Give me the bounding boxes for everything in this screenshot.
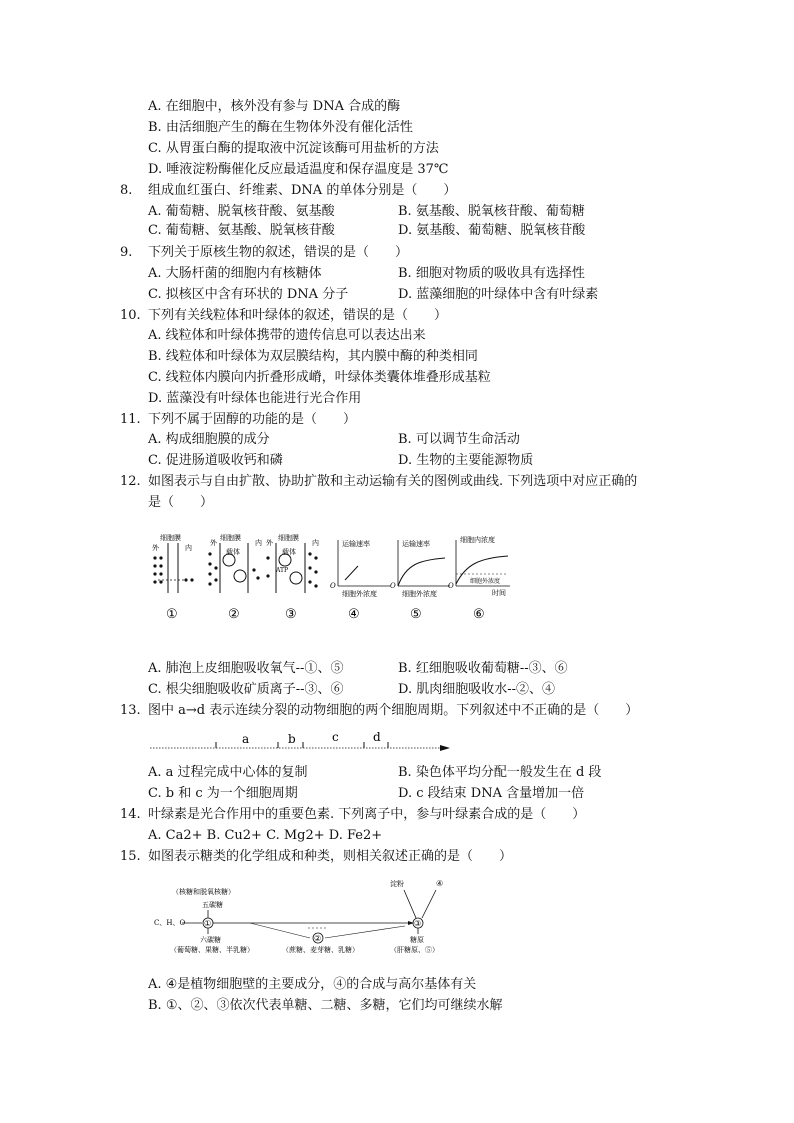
- fig2-out-label: 外: [210, 539, 217, 547]
- q8-number: 8.: [120, 183, 133, 198]
- q8-stem: 组成血红蛋白、纤维素、DNA 的单体分别是（ ）: [148, 183, 457, 198]
- q9-option-c: C. 拟核区中含有环状的 DNA 分子: [148, 287, 349, 302]
- node-2-label: ②: [314, 934, 322, 943]
- q13-option-a: A. a 过程完成中心体的复制: [148, 765, 308, 780]
- node3-to-starch-arrow: [404, 890, 416, 918]
- fig4-origin: O: [330, 582, 336, 590]
- q10-stem: 下列有关线粒体和叶绿体的叙述，错误的是（ ）: [148, 308, 448, 323]
- fig3-carrier-label: 载体: [282, 548, 296, 556]
- sugar-classification-figure: [150, 876, 480, 966]
- node3-to-node4-arrow: [422, 890, 436, 918]
- q8-option-d: D. 氨基酸、葡萄糖、脱氧核苷酸: [398, 223, 586, 238]
- q9-number: 9.: [120, 245, 133, 260]
- q13-number: 13.: [120, 703, 141, 718]
- q12-stem-line1: 如图表示与自由扩散、协助扩散和主动运输有关的图例或曲线. 下列选项中对应正确的: [148, 474, 638, 489]
- fig2-membrane-label: 细胞膜: [220, 534, 241, 542]
- node1-to-node2-arrow: [250, 923, 310, 938]
- q10-option-d: D. 蓝藻没有叶绿体也能进行光合作用: [148, 391, 362, 406]
- fig6-xlabel: 时间: [492, 589, 506, 597]
- fig4-xlabel: 细胞外浓度: [342, 590, 377, 598]
- q12-option-b: B. 红细胞吸收葡萄糖--③、⑥: [398, 661, 568, 676]
- segment-c-label: c: [332, 730, 339, 744]
- glycogen-label: 糖原: [410, 936, 424, 944]
- q10-number: 10.: [120, 308, 141, 323]
- q10-option-a: A. 线粒体和叶绿体携带的遗传信息可以表达出来: [148, 328, 426, 343]
- q11-option-a: A. 构成细胞膜的成分: [148, 432, 270, 447]
- q7-option-a: A. 在细胞中，核外没有参与 DNA 合成的酶: [148, 99, 401, 114]
- fig1-membrane-label: 细胞膜: [160, 534, 181, 542]
- q9-stem: 下列关于原核生物的叙述，错误的是（ ）: [148, 245, 409, 260]
- q15-number: 15.: [120, 849, 141, 864]
- q7-option-c: C. 从胃蛋白酶的提取液中沉淀该酶可用盐析的方法: [148, 141, 439, 156]
- q9-option-b: B. 细胞对物质的吸收具有选择性: [398, 266, 585, 281]
- fig1-molecules: [153, 556, 193, 583]
- fig1-out-label: 外: [152, 544, 159, 552]
- fig5-number: ⑤: [410, 607, 422, 622]
- pentose-types: （核糖和脱氧核糖）: [172, 888, 235, 896]
- q14-options: A. Ca2+ B. Cu2+ C. Mg2+ D. Fe2+: [148, 828, 383, 843]
- q9-option-a: A. 大肠杆菌的细胞内有核糖体: [148, 266, 322, 281]
- q15-option-b: B. ①、②、③依次代表单糖、二糖、多糖，它们均可继续水解: [148, 998, 503, 1013]
- fig3-number: ③: [285, 607, 297, 622]
- fig2-carrier-label: 载体: [226, 548, 240, 556]
- fig6-origin: O: [448, 582, 454, 590]
- fig5-ylabel: 运输速率: [402, 540, 430, 548]
- fig1-in-label: 内: [185, 544, 192, 552]
- cell-cycle-figure: [148, 726, 458, 756]
- q11-option-b: B. 可以调节生命活动: [398, 432, 520, 447]
- node2-to-node3-arrow: [325, 926, 405, 938]
- q9-option-d: D. 蓝藻细胞的叶绿体中含有叶绿素: [398, 287, 599, 302]
- transport-figure: [140, 528, 520, 628]
- q12-stem-line2: 是（ ）: [148, 495, 214, 510]
- q8-option-a: A. 葡萄糖、脱氧核苷酸、氨基酸: [148, 204, 335, 219]
- pentose-label: 五碳糖: [202, 901, 223, 909]
- q10-option-b: B. 线粒体和叶绿体为双层膜结构，其内膜中酶的种类相同: [148, 349, 478, 364]
- elements-label: C、H、O: [154, 919, 186, 927]
- q12-option-c: C. 根尖细胞吸收矿质离子--③、⑥: [148, 682, 344, 697]
- q13-option-b: B. 染色体平均分配一般发生在 d 段: [398, 765, 602, 780]
- q11-option-c: C. 促进肠道吸收钙和磷: [148, 453, 283, 468]
- fig3-membrane-label: 细胞膜: [278, 534, 299, 542]
- q7-option-b: B. 由活细胞产生的酶在生物体外没有催化活性: [148, 120, 413, 135]
- q15-option-a: A. ④是植物细胞壁的主要成分，④的合成与高尔基体有关: [148, 977, 477, 992]
- segment-d-label: d: [373, 730, 381, 744]
- fig2-number: ②: [228, 607, 240, 622]
- q10-option-c: C. 线粒体内膜向内折叠形成嵴，叶绿体类囊体堆叠形成基粒: [148, 370, 491, 385]
- fig1-number: ①: [166, 607, 178, 622]
- cycle-arrowhead: [440, 745, 450, 751]
- fig3-in-label: 内: [312, 539, 319, 547]
- q7-option-d: D. 唾液淀粉酶催化反应最适温度和保存温度是 37℃: [148, 162, 449, 177]
- fig6-number: ⑥: [473, 607, 485, 622]
- q12-number: 12.: [120, 474, 141, 489]
- fig3-atp-label: ATP: [276, 567, 289, 574]
- node-3-label: ③: [414, 919, 422, 928]
- fig5-origin: O: [390, 582, 396, 590]
- segment-b-label: b: [288, 732, 296, 746]
- q12-option-d: D. 肌肉细胞吸收水--②、④: [398, 682, 556, 697]
- q13-stem: 图中 a→d 表示连续分裂的动物细胞的两个细胞周期。下列叙述中不正确的是（ ）: [148, 703, 639, 718]
- fig5-curve: [398, 558, 445, 586]
- q11-stem: 下列不属于固醇的功能的是（ ）: [148, 412, 357, 427]
- q8-option-c: C. 葡萄糖、氨基酸、脱氧核苷酸: [148, 223, 335, 238]
- fig3-out-label: 外: [266, 539, 273, 547]
- q13-option-d: D. c 段结束 DNA 含量增加一倍: [398, 786, 585, 801]
- node-4-label: ④: [436, 879, 444, 888]
- disaccharide-types: （蔗糖、麦芽糖、乳糖）: [282, 946, 359, 954]
- starch-label: 淀粉: [390, 880, 404, 888]
- fig4-number: ④: [348, 607, 360, 622]
- fig4-curve: [345, 566, 358, 580]
- glycogen-types: （肝糖原、⑤）: [390, 946, 439, 954]
- fig5-xlabel: 细胞外浓度: [402, 590, 437, 598]
- fig2-in-label: 内: [255, 539, 262, 547]
- q15-stem: 如图表示糖类的化学组成和种类，则相关叙述正确的是（ ）: [148, 849, 513, 864]
- q14-stem: 叶绿素是光合作用中的重要色素. 下列离子中，参与叶绿素合成的是（ ）: [148, 807, 586, 822]
- fig4-ylabel: 运输速率: [342, 540, 370, 548]
- fig6-ylabel: 细胞内浓度: [460, 536, 495, 544]
- q13-option-c: C. b 和 c 为一个细胞周期: [148, 786, 298, 801]
- q12-option-a: A. 肺泡上皮细胞吸收氧气--①、⑤: [148, 661, 344, 676]
- q8-option-b: B. 氨基酸、脱氧核苷酸、葡萄糖: [398, 204, 585, 219]
- hexose-label: 六碳糖: [200, 936, 221, 944]
- fig3-carrier-bottom: [290, 572, 302, 584]
- hexose-types: （葡萄糖、果糖、半乳糖）: [170, 946, 254, 954]
- q11-number: 11.: [120, 412, 141, 427]
- node-1-label: ①: [204, 919, 212, 928]
- fig2-carrier-bottom: [234, 570, 246, 582]
- segment-a-label: a: [242, 732, 250, 746]
- q11-option-d: D. 生物的主要能源物质: [398, 453, 534, 468]
- fig6-outer-label: 细胞外浓度: [470, 578, 501, 585]
- q14-number: 14.: [120, 807, 141, 822]
